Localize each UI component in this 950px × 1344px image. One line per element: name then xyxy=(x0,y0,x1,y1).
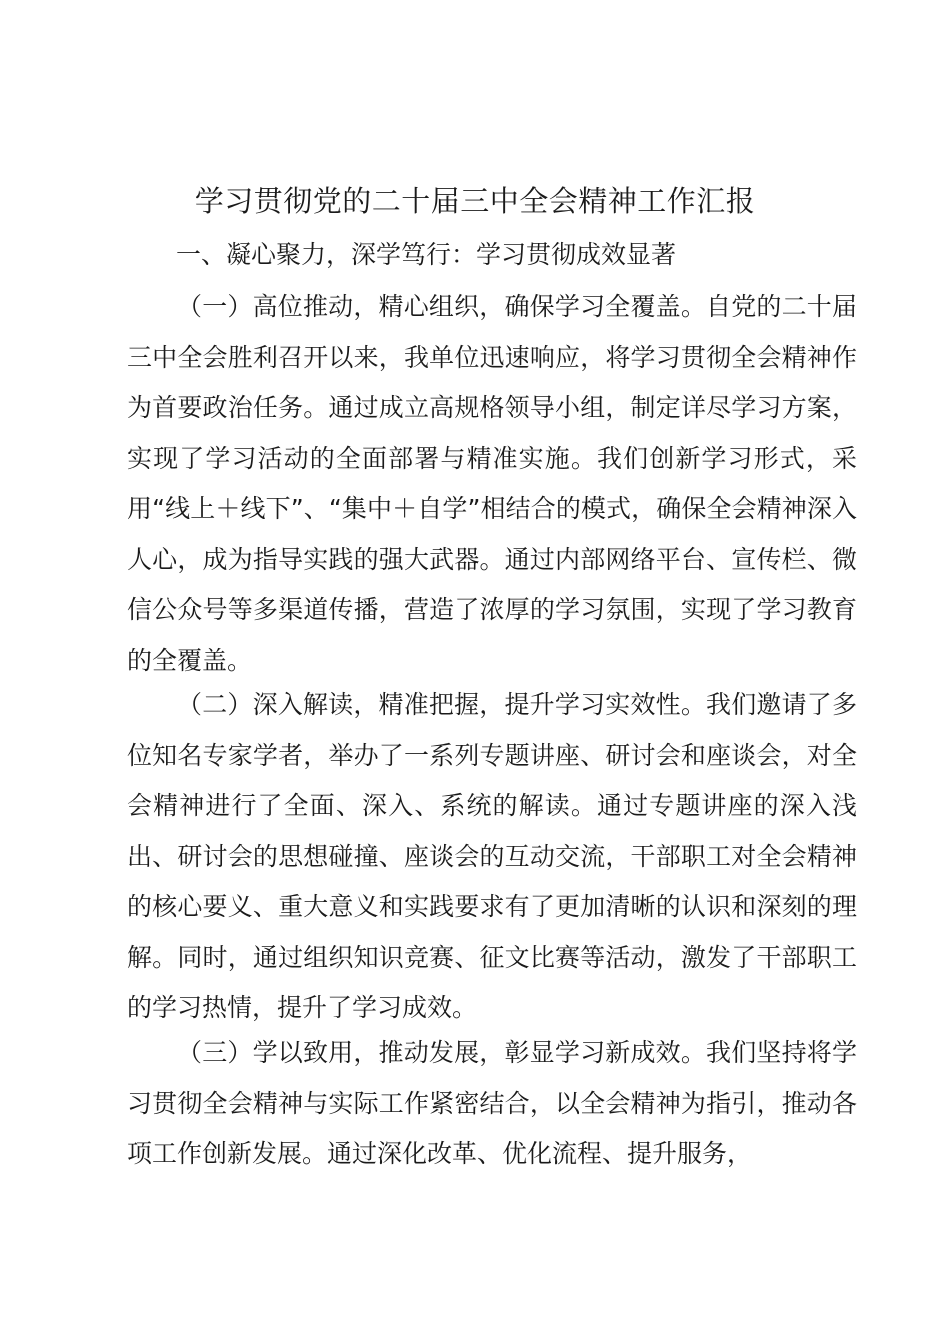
section-heading: 一、凝心聚力，深学笃行：学习贯彻成效显著 xyxy=(176,240,677,269)
paragraph-1: （一）高位推动，精心组织，确保学习全覆盖。自党的二十届三中全会胜利召开以来，我单位迅速响应，将学习贯彻全会精神作为首要政治任务。通过成立高规格领导小组，制定详尽学习方案，实现了学习活动的全面部署与精准实施。我们创新学习形式，采用“线上＋线下”、“集中＋自学”相结合的模式，确保全会精神深入人心，成为指导实践的强大武器。通过内部网络平台、宣传栏、微信公众号等多渠道传播，营造了浓厚的学习氛围，实现了学习教育的全覆盖。 xyxy=(127,292,857,675)
paragraph-3: （三）学以致用，推动发展，彰显学习新成效。我们坚持将学习贯彻全会精神与实际工作紧密结合，以全会精神为指引，推动各项工作创新发展。通过深化改革、优化流程、提升服务， xyxy=(127,1038,857,1168)
document-title: 学习贯彻党的二十届三中全会精神工作汇报 xyxy=(194,184,756,218)
paragraph-2: （二）深入解读，精准把握，提升学习实效性。我们邀请了多位知名专家学者，举办了一系列专题讲座、研讨会和座谈会，对全会精神进行了全面、深入、系统的解读。通过专题讲座的深入浅出、研讨会的思想碰撞、座谈会的互动交流，干部职工对全会精神的核心要义、重大意义和实践要求有了更加清晰的认识和深刻的理解。同时，通过组织知识竞赛、征文比赛等活动，激发了干部职工的学习热情，提升了学习成效。 xyxy=(127,690,857,1022)
